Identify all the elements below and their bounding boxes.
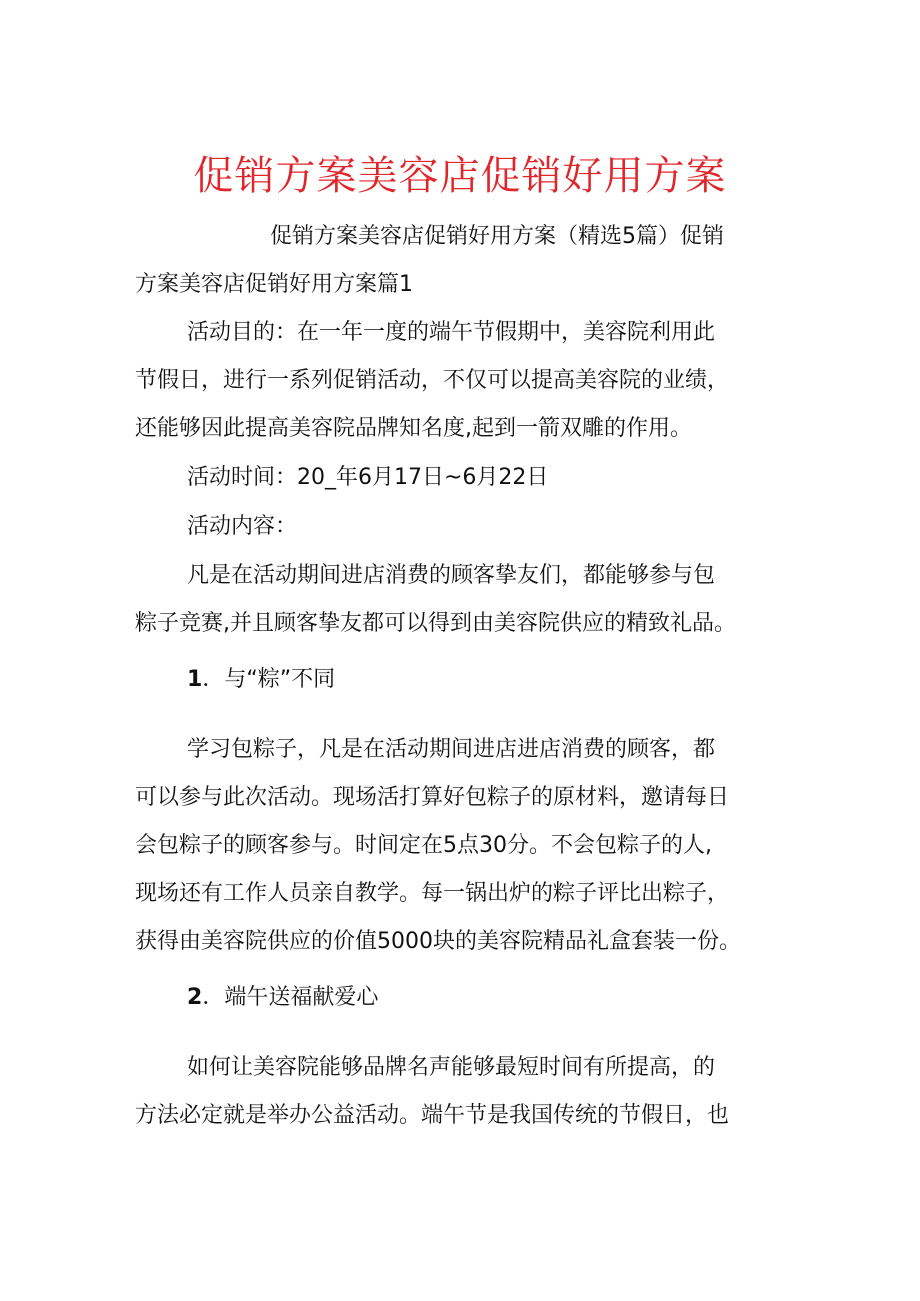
activity-time: 活动时间：20_年6月17日~6月22日: [187, 465, 549, 490]
content-line-1: 凡是在活动期间进店消费的顾客挚友们，都能够参与包: [187, 563, 716, 588]
section-2-number: 2: [187, 985, 203, 1010]
section-2-line-1: 如何让美容院能够品牌名声能够最短时间有所提高，的: [187, 1055, 716, 1080]
section-1-line-1: 学习包粽子，凡是在活动期间进店进店消费的顾客，都: [187, 737, 716, 762]
intro-line-2: 方案美容店促销好用方案篇1: [135, 272, 413, 297]
content-line-2: 粽子竞赛,并且顾客挚友都可以得到由美容院供应的精致礼品。: [135, 611, 736, 636]
section-1-number: 1: [187, 667, 203, 692]
section-1-line-2: 可以参与此次活动。现场活打算好包粽子的原材料，邀请每日: [135, 785, 730, 810]
section-1-heading: ．与“粽”不同: [202, 667, 336, 692]
content-heading: 活动内容：: [187, 514, 298, 539]
section-2-heading: ．端午送福献爱心: [202, 985, 379, 1010]
section-2-line-2: 方法必定就是举办公益活动。端午节是我国传统的节假日，也: [135, 1103, 730, 1128]
section-1-heading-line: [187, 665, 335, 695]
purpose-line-2: 节假日，进行一系列促销活动，不仅可以提高美容院的业绩，: [135, 368, 730, 393]
section-2-heading-line: [187, 983, 378, 1013]
section-1-line-4: 现场还有工作人员亲自教学。每一锅出炉的粽子评比出粽子，: [135, 881, 730, 906]
purpose-line-1: 活动目的：在一年一度的端午节假期中，美容院利用此: [187, 320, 716, 345]
section-1-line-3: 会包粽子的顾客参与。时间定在5点30分。不会包粽子的人,: [135, 833, 712, 858]
document-title: 促销方案美容店促销好用方案: [193, 153, 727, 199]
purpose-line-3: 还能够因此提高美容院品牌知名度,起到一箭双雕的作用。: [135, 416, 692, 441]
intro-line-1: 促销方案美容店促销好用方案（精选5篇）促销: [270, 224, 724, 249]
section-1-line-5: 获得由美容院供应的价值5000块的美容院精品礼盒套装一份。: [135, 929, 741, 954]
